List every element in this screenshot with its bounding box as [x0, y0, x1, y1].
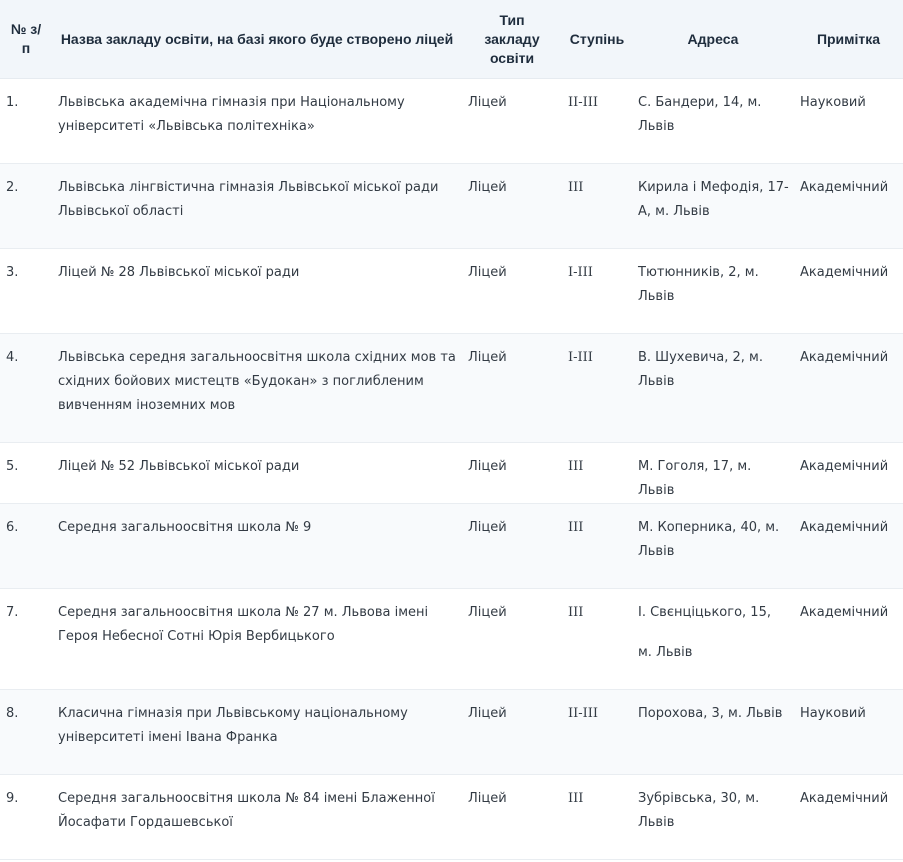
table-row	[0, 334, 903, 443]
cell-level: III	[562, 775, 632, 860]
table-body	[0, 79, 903, 860]
cell-type: Ліцей	[462, 690, 562, 775]
cell-level: III	[562, 164, 632, 249]
cell-num: 1.	[0, 79, 52, 164]
cell-type: Ліцей	[462, 79, 562, 164]
cell-type: Ліцей	[462, 775, 562, 860]
table-row	[0, 79, 903, 164]
cell-name: Середня загальноосвітня школа № 9	[52, 504, 462, 589]
cell-address	[632, 589, 794, 690]
cell-address	[632, 690, 794, 775]
table-header-row	[0, 0, 903, 79]
cell-note: Академічний	[794, 249, 903, 334]
address-line: Порохова, 3, м. Львів	[638, 706, 783, 721]
cell-note: Академічний	[794, 775, 903, 860]
address-line: В. Шухевича, 2, м. Львів	[638, 350, 763, 389]
table-row	[0, 589, 903, 690]
cell-address	[632, 334, 794, 443]
cell-address	[632, 775, 794, 860]
cell-note: Науковий	[794, 79, 903, 164]
cell-address	[632, 504, 794, 589]
cell-type: Ліцей	[462, 443, 562, 504]
header-num: № з/п	[0, 0, 52, 79]
table-row	[0, 249, 903, 334]
cell-num: 8.	[0, 690, 52, 775]
address-line: М. Коперника, 40, м. Львів	[638, 520, 780, 559]
table-row	[0, 775, 903, 860]
cell-num: 4.	[0, 334, 52, 443]
cell-name: Львівська середня загальноосвітня школа східних мов та східних бойових мистецтв «Будокан» з поглибленим вивченням іноземних мов	[52, 334, 462, 443]
cell-address	[632, 79, 794, 164]
header-level: Ступінь	[562, 0, 632, 79]
cell-type: Ліцей	[462, 164, 562, 249]
cell-name: Середня загальноосвітня школа № 84 імені Блаженної Йосафати Гордашевської	[52, 775, 462, 860]
cell-note: Академічний	[794, 164, 903, 249]
cell-num: 7.	[0, 589, 52, 690]
cell-name: Середня загальноосвітня школа № 27 м. Львова імені Героя Небесної Сотні Юрія Вербицького	[52, 589, 462, 690]
cell-note: Науковий	[794, 690, 903, 775]
cell-type: Ліцей	[462, 504, 562, 589]
cell-note: Академічний	[794, 443, 903, 504]
cell-level: II-III	[562, 79, 632, 164]
cell-level: II-III	[562, 690, 632, 775]
cell-address	[632, 443, 794, 504]
address-line: С. Бандери, 14, м. Львів	[638, 95, 762, 134]
cell-level: III	[562, 504, 632, 589]
address-line: м. Львів	[638, 645, 693, 660]
cell-name: Ліцей № 52 Львівської міської ради	[52, 443, 462, 504]
cell-name: Львівська академічна гімназія при Національному університеті «Львівська політехніка»	[52, 79, 462, 164]
cell-type: Ліцей	[462, 249, 562, 334]
cell-num: 9.	[0, 775, 52, 860]
header-name: Назва закладу освіти, на базі якого буде створено ліцей	[52, 0, 462, 79]
cell-type: Ліцей	[462, 334, 562, 443]
cell-note: Академічний	[794, 334, 903, 443]
address-line: І. Свєнціцького, 15,	[638, 605, 771, 620]
cell-note: Академічний	[794, 589, 903, 690]
cell-num: 3.	[0, 249, 52, 334]
cell-address	[632, 249, 794, 334]
cell-note: Академічний	[794, 504, 903, 589]
cell-address	[632, 164, 794, 249]
cell-name: Класична гімназія при Львівському національному університеті імені Івана Франка	[52, 690, 462, 775]
table-row	[0, 504, 903, 589]
cell-name: Ліцей № 28 Львівської міської ради	[52, 249, 462, 334]
cell-level: I-III	[562, 249, 632, 334]
cell-level: I-III	[562, 334, 632, 443]
header-note: Примітка	[794, 0, 903, 79]
table-row	[0, 164, 903, 249]
cell-num: 6.	[0, 504, 52, 589]
cell-type: Ліцей	[462, 589, 562, 690]
address-line: М. Гоголя, 17, м. Львів	[638, 459, 752, 498]
cell-num: 2.	[0, 164, 52, 249]
header-type: Тип закладу освіти	[462, 0, 562, 79]
address-line: Зубрівська, 30, м. Львів	[638, 791, 760, 830]
address-line: Кирила і Мефодія, 17-А, м. Львів	[638, 180, 789, 219]
table-row	[0, 443, 903, 504]
cell-level: III	[562, 443, 632, 504]
address-line: Тютюнників, 2, м. Львів	[638, 265, 759, 304]
header-address: Адреса	[632, 0, 794, 79]
cell-name: Львівська лінгвістична гімназія Львівської міської ради Львівської області	[52, 164, 462, 249]
cell-level: III	[562, 589, 632, 690]
table-row	[0, 690, 903, 775]
cell-num: 5.	[0, 443, 52, 504]
